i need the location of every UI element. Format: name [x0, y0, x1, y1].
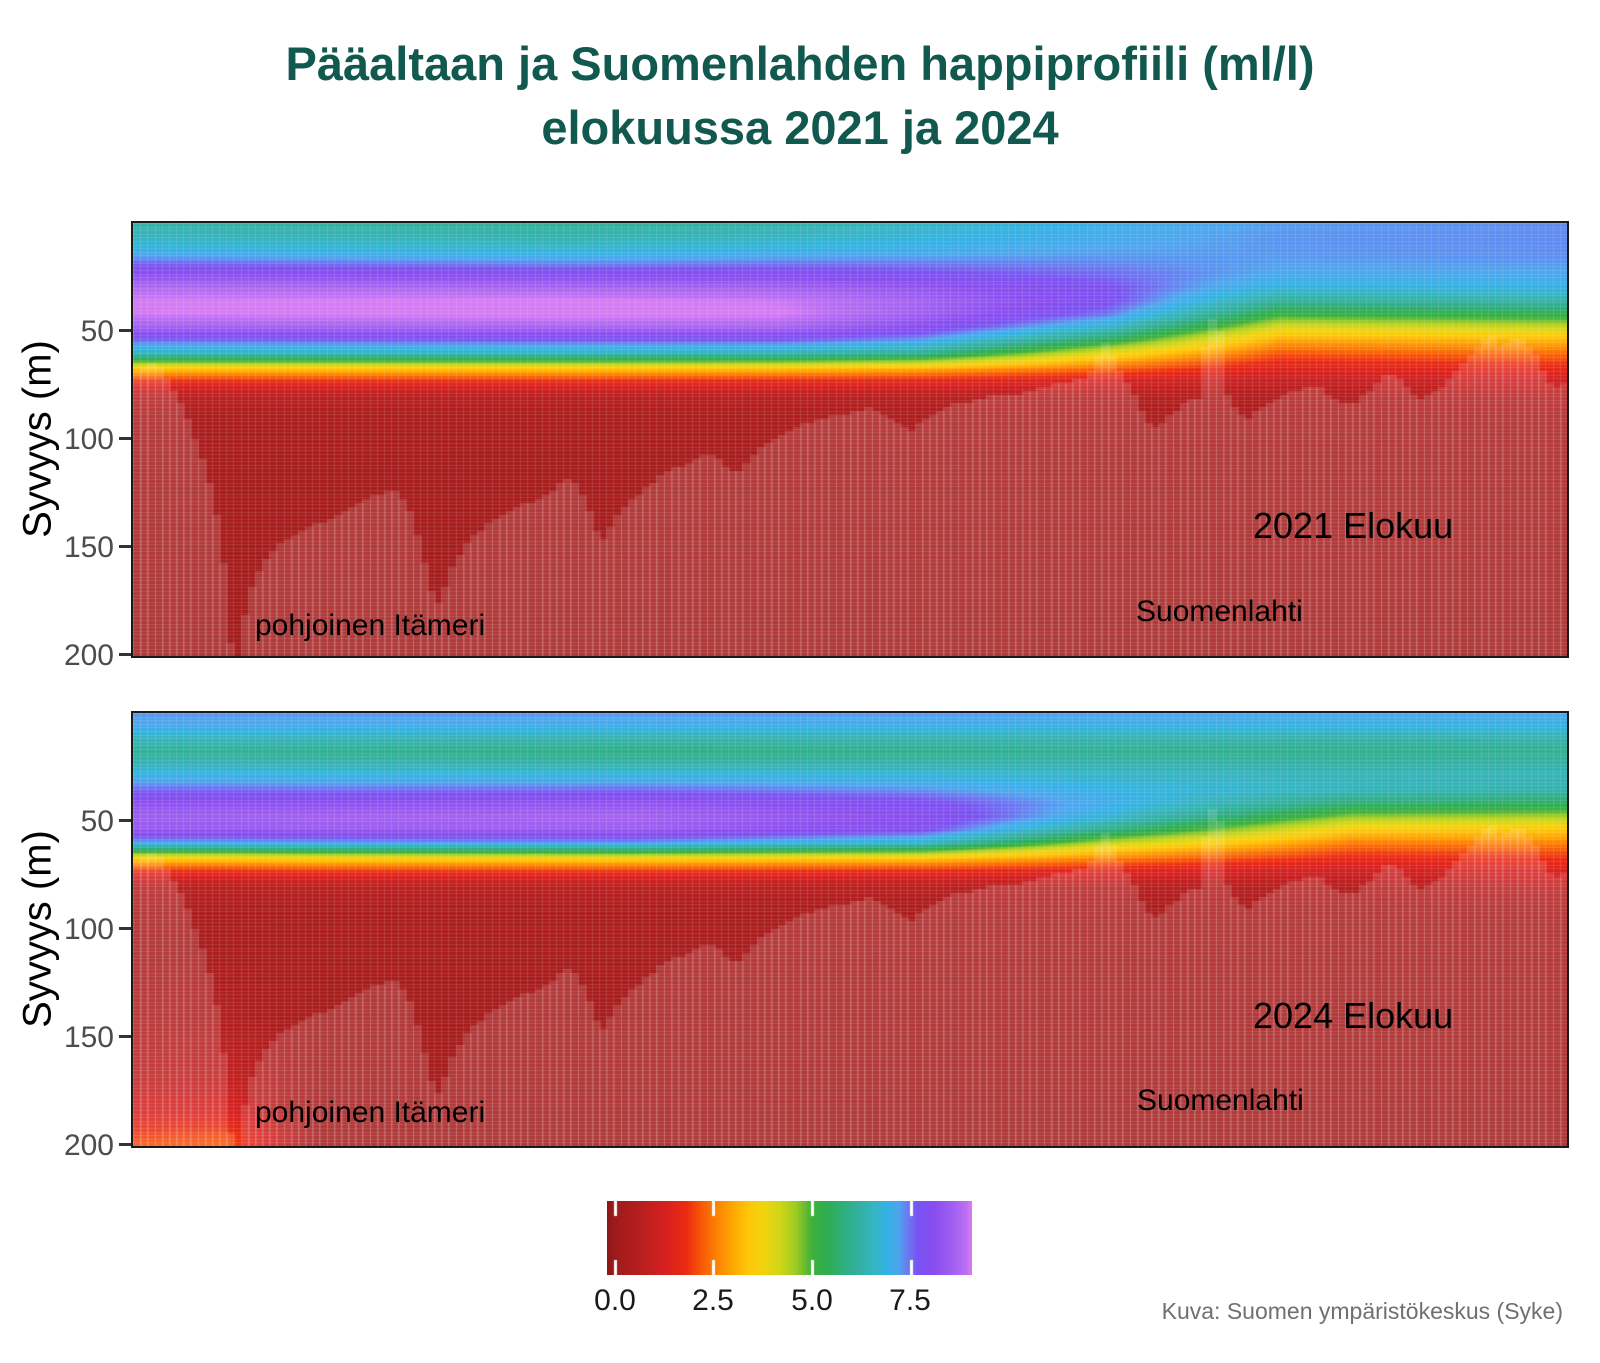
y-tick-mark-50-panel2	[119, 819, 131, 822]
y-tick-label-100-panel2: 100	[63, 912, 114, 946]
figure-title-line1: Pääaltaan ja Suomenlahden happiprofiili (ml/l)	[285, 37, 1315, 90]
region-label-pohjoinen-itameri-2021: pohjoinen Itämeri	[255, 609, 486, 642]
figure-title-line2: elokuussa 2021 ja 2024	[541, 101, 1059, 154]
y-tick-label-50-panel1: 50	[80, 314, 114, 348]
y-tick-label-200-panel1: 200	[63, 638, 114, 672]
region-label-suomenlahti-2024: Suomenlahti	[1137, 1084, 1304, 1117]
y-tick-label-200-panel2: 200	[63, 1128, 114, 1162]
y-tick-label-50-panel2: 50	[80, 804, 114, 838]
y-tick-mark-200-panel1	[119, 653, 131, 656]
attribution: Kuva: Suomen ympäristökeskus (Syke)	[1161, 1298, 1563, 1324]
year-label-2024: 2024 Elokuu	[1253, 995, 1454, 1036]
region-label-suomenlahti-2021: Suomenlahti	[1136, 595, 1303, 628]
y-tick-mark-100-panel2	[119, 927, 131, 930]
colorbar-tick-label-3: 7.5	[889, 1284, 931, 1317]
heatmap-canvas-2024	[133, 713, 1567, 1146]
y-axis-title-panel2: Syvyys (m)	[15, 830, 60, 1028]
y-tick-mark-100-panel1	[119, 437, 131, 440]
y-tick-mark-50-panel1	[119, 329, 131, 332]
region-label-pohjoinen-itameri-2024: pohjoinen Itämeri	[255, 1096, 486, 1129]
colorbar-tick-label-0: 0.0	[594, 1284, 636, 1317]
y-tick-label-100-panel1: 100	[63, 422, 114, 456]
colorbar-tick-label-1: 2.5	[692, 1284, 734, 1317]
heatmap-canvas-2021	[133, 223, 1567, 656]
y-axis-title-panel1: Syvyys (m)	[15, 340, 60, 538]
colorbar-gradient	[607, 1201, 972, 1275]
y-tick-mark-200-panel2	[119, 1143, 131, 1146]
year-label-2021: 2021 Elokuu	[1253, 505, 1454, 546]
y-tick-mark-150-panel2	[119, 1035, 131, 1038]
y-tick-label-150-panel1: 150	[63, 530, 114, 564]
y-tick-mark-150-panel1	[119, 545, 131, 548]
y-tick-label-150-panel2: 150	[63, 1020, 114, 1054]
colorbar-tick-label-2: 5.0	[791, 1284, 833, 1317]
